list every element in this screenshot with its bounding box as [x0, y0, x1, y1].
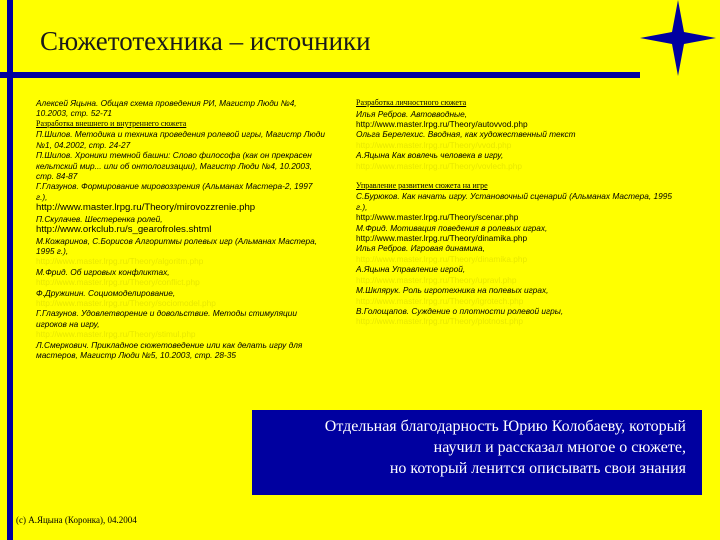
source-entry: Г.Глазунов. Удовлетворение и довольствие. Методы стимуляции игроков на игру,: [36, 308, 298, 329]
section-heading: Разработка личностного сюжета: [356, 98, 467, 107]
source-link[interactable]: http://www.master.lrpg.ru/Theory/dinamika.php: [356, 233, 528, 244]
acknowledgement-box: [252, 410, 702, 495]
source-link[interactable]: http://www.master.lrpg.ru/Theory/dinamika.php: [356, 253, 528, 264]
source-entry: Ольга Берелехис. Вводная, как художественный текст: [356, 129, 576, 140]
source-entry: А.Яцына Как вовлечь человека в игру,: [356, 150, 504, 161]
title-underline-bar: [0, 72, 640, 78]
source-link[interactable]: http://www.orkclub.ru/s_gearofroles.shtml: [36, 224, 212, 236]
source-entry: С.Бурюков. Как начать игру. Установочный сценарий (Альманах Мастера, 1995 г.),: [356, 191, 672, 212]
source-entry: А.Яцына Управление игрой,: [356, 264, 466, 275]
source-link[interactable]: http://www.master.lrpg.ru/Theory/vvod.php: [356, 139, 512, 150]
source-entry: Л.Смеркович. Прикладное сюжетоведение или как делать игру для мастеров, Магистр Люди №5, 10.2003, стр. 28-35: [36, 339, 303, 361]
source-entry: Илья Ребров. Автовводные,: [356, 108, 468, 119]
source-link[interactable]: http://www.master.lrpg.ru/Theory/vovlech.php: [356, 160, 523, 171]
source-link[interactable]: http://www.master.lrpg.ru/Theory/mirovozzrenie.php: [36, 202, 256, 214]
source-link[interactable]: http://www.master.lrpg.ru/Theory/autovvod.php: [356, 118, 528, 129]
right-source-list: [356, 98, 674, 327]
acknowledgement-line-3: но который ленится описывать свои знания: [389, 460, 686, 477]
section-heading: Разработка внешнего и внутреннего сюжета: [36, 118, 187, 128]
source-link[interactable]: http://www.master.lrpg.ru/Theory/algoritm.php: [36, 256, 204, 267]
source-entry: Г.Глазунов. Формирование мировоззрения (Альманах Мастера-2, 1997 г.),: [36, 181, 313, 202]
acknowledgement-line-1: Отдельная благодарность Юрию Колобаеву, который: [324, 418, 686, 435]
source-entry: В.Голощапов. Суждение о плотности ролевой игры,: [356, 305, 564, 316]
source-link[interactable]: http://www.master.lrpg.ru/Theory/plotnost.php: [356, 316, 523, 327]
source-entry: М.Фрид. Мотивация поведения в ролевых играх,: [356, 222, 548, 233]
source-entry: Ф.Дружинин. Социомоделирование,: [36, 287, 176, 298]
source-link[interactable]: http://www.master.lrpg.ru/Theory/sociomodel.php: [36, 298, 216, 308]
source-entry: Алексей Яцына. Общая схема проведения РИ, Магистр Люди №4, 10.2003, стр. 52-71: [36, 98, 297, 119]
star-icon: [640, 0, 716, 76]
page-title: Сюжетотехника – источники: [40, 26, 371, 56]
left-source-list: [36, 98, 326, 360]
source-entry: М.Кожаринов, С.Борисов Алгоритмы ролевых игр (Альманах Мастера, 1995 г.),: [36, 235, 318, 256]
source-entry: М.Шклярук. Роль игротехника на полевых играх,: [356, 285, 549, 296]
source-entry: П.Скулачев. Шестеренка ролей,: [36, 213, 163, 224]
source-link[interactable]: http://www.master.lrpg.ru/Theory/igrotech.php: [356, 295, 524, 306]
source-entry: П.Шилов. Методика и техника проведения ролевой игры, Магистр Люди №1, 04.2002, стр. 24-27: [36, 129, 325, 150]
left-accent-bar: [7, 0, 13, 540]
acknowledgement-line-2: научил и рассказал многое о сюжете,: [433, 439, 686, 456]
source-entry: П.Шилов. Хроники темной башни: Слово философа (как он прекрасен кельтский мир... или об онтологизации), Магистр Люди №4, 10.2003, стр. 84-87: [36, 150, 312, 181]
source-link[interactable]: http://www.master.lrpg.ru/Theory/conflict.php: [36, 277, 200, 288]
footer-copyright: (c) А.Яцына (Коронка), 04.2004: [16, 515, 137, 525]
section-heading: Управление развитием сюжета на игре: [356, 180, 488, 190]
source-link[interactable]: http://www.master.lrpg.ru/Theory/upravl.php: [356, 274, 517, 285]
source-entry: Илья Ребров. Игровая динамика,: [356, 243, 485, 254]
source-link[interactable]: http://www.master.lrpg.ru/Theory/stimul.php: [36, 329, 196, 340]
source-entry: М.Фрид. Об игровых конфликтах,: [36, 266, 170, 277]
source-link[interactable]: http://www.master.lrpg.ru/Theory/scenar.php: [356, 212, 519, 223]
